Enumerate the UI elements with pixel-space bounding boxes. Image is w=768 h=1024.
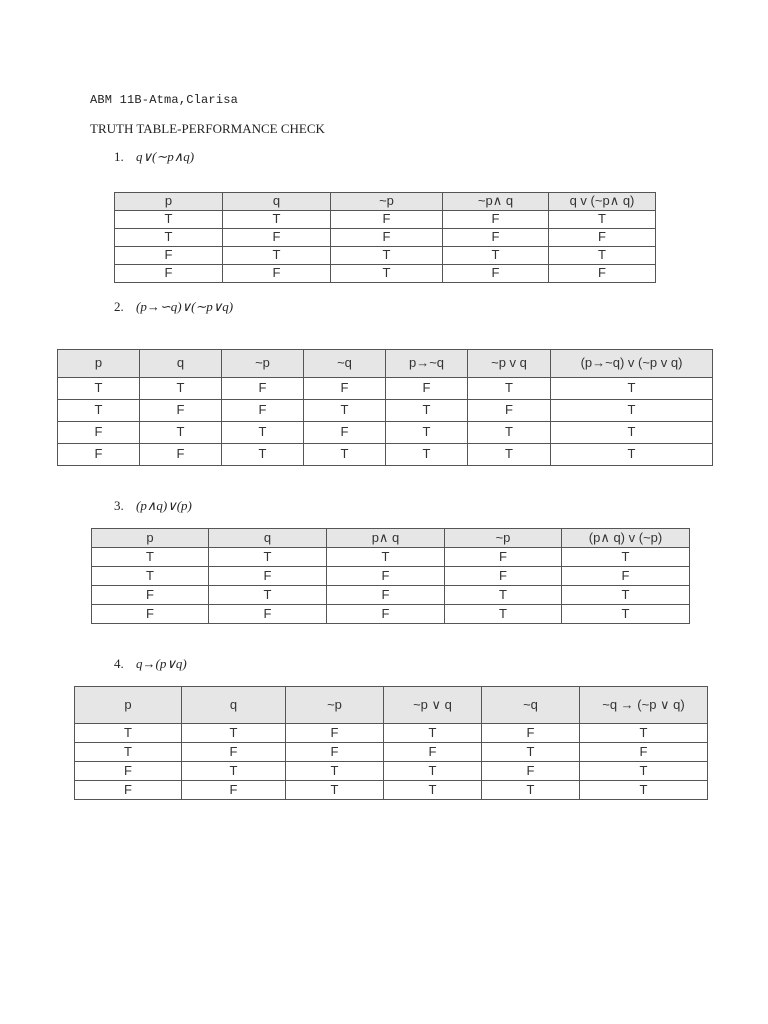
table-cell: T [384, 781, 482, 800]
table-cell: T [468, 378, 551, 400]
problem-expression: (p→∽q)∨(∼p∨q) [136, 299, 234, 314]
table-cell: T [58, 400, 140, 422]
table-cell: F [75, 762, 182, 781]
table-row [58, 444, 713, 466]
table-cell: F [58, 444, 140, 466]
table-cell: T [551, 400, 713, 422]
table-cell: T [562, 548, 690, 567]
table-cell: F [286, 724, 384, 743]
column-header: ~p [445, 529, 562, 548]
table-cell: T [482, 781, 580, 800]
table-cell: T [468, 422, 551, 444]
table-row [58, 400, 713, 422]
table-row [75, 762, 708, 781]
table-cell: F [443, 265, 549, 283]
table-cell: T [482, 743, 580, 762]
column-header: (p→~q) v (~p v q) [551, 350, 713, 378]
table-cell: F [327, 586, 445, 605]
table-row [92, 548, 690, 567]
table-cell: F [468, 400, 551, 422]
table-cell: F [115, 247, 223, 265]
table-cell: T [222, 444, 304, 466]
table-header-row [58, 350, 713, 378]
column-header: ~p [286, 687, 384, 724]
table-cell: T [286, 781, 384, 800]
column-header: q v (~p∧ q) [549, 193, 656, 211]
table-cell: T [562, 605, 690, 624]
table-cell: T [286, 762, 384, 781]
column-header: q [223, 193, 331, 211]
table-row [92, 586, 690, 605]
table-cell: F [286, 743, 384, 762]
column-header: p [58, 350, 140, 378]
table-cell: T [182, 762, 286, 781]
column-header: p [115, 193, 223, 211]
table-cell: F [182, 743, 286, 762]
table-cell: T [304, 400, 386, 422]
table-cell: T [580, 724, 708, 743]
table-cell: T [386, 422, 468, 444]
table-cell: T [551, 378, 713, 400]
table-cell: T [222, 422, 304, 444]
table-cell: T [384, 724, 482, 743]
table-row [92, 605, 690, 624]
table-cell: T [445, 605, 562, 624]
table-cell: F [549, 265, 656, 283]
column-header: ~p [222, 350, 304, 378]
table-cell: T [551, 422, 713, 444]
table-cell: F [443, 211, 549, 229]
table-cell: F [140, 444, 222, 466]
problem-number: 2. [114, 299, 124, 314]
table-cell: F [222, 400, 304, 422]
column-header: p [92, 529, 209, 548]
table-cell: F [482, 762, 580, 781]
table-cell: F [304, 422, 386, 444]
table-row [75, 724, 708, 743]
table-cell: T [115, 211, 223, 229]
table-cell: T [549, 211, 656, 229]
table-cell: T [92, 567, 209, 586]
column-header: p [75, 687, 182, 724]
table-cell: T [58, 378, 140, 400]
truth-table-1 [114, 192, 656, 283]
table-cell: F [327, 567, 445, 586]
problem-4-heading [114, 656, 187, 672]
table-cell: F [331, 229, 443, 247]
column-header: ~p v q [468, 350, 551, 378]
table-cell: F [75, 781, 182, 800]
problem-3-heading [114, 498, 192, 514]
table-header-row [115, 193, 656, 211]
table-cell: T [386, 400, 468, 422]
truth-table-4 [74, 686, 708, 800]
table-cell: F [92, 605, 209, 624]
table-cell: T [331, 247, 443, 265]
table-cell: T [580, 781, 708, 800]
table-cell: T [140, 378, 222, 400]
table-cell: F [549, 229, 656, 247]
table-cell: T [580, 762, 708, 781]
table-row [58, 422, 713, 444]
problem-expression: q∨(∼p∧q) [136, 149, 195, 164]
table-cell: T [223, 247, 331, 265]
table-row [115, 265, 656, 283]
table-cell: T [386, 444, 468, 466]
table-cell: T [92, 548, 209, 567]
table-cell: T [327, 548, 445, 567]
table-cell: T [562, 586, 690, 605]
table-cell: F [92, 586, 209, 605]
table-cell: T [549, 247, 656, 265]
table-header-row [75, 687, 708, 724]
table-cell: F [209, 605, 327, 624]
table-cell: T [223, 211, 331, 229]
table-cell: F [445, 567, 562, 586]
problem-1-heading [114, 149, 194, 165]
table-cell: F [223, 265, 331, 283]
column-header: p→~q [386, 350, 468, 378]
table-cell: F [222, 378, 304, 400]
table-cell: F [58, 422, 140, 444]
column-header: q [182, 687, 286, 724]
table-row [75, 781, 708, 800]
column-header: p∧ q [327, 529, 445, 548]
table-cell: F [182, 781, 286, 800]
table-cell: F [140, 400, 222, 422]
table-cell: T [209, 548, 327, 567]
column-header: ~p ∨ q [384, 687, 482, 724]
table-cell: F [304, 378, 386, 400]
table-cell: T [468, 444, 551, 466]
table-cell: T [443, 247, 549, 265]
table-cell: T [384, 762, 482, 781]
table-cell: T [551, 444, 713, 466]
table-row [92, 567, 690, 586]
table-cell: F [384, 743, 482, 762]
table-cell: F [223, 229, 331, 247]
column-header: q [140, 350, 222, 378]
column-header: ~q → (~p ∨ q) [580, 687, 708, 724]
column-header: (p∧ q) v (~p) [562, 529, 690, 548]
table-row [115, 247, 656, 265]
student-name-line: ABM 11B-Atma,Clarisa [90, 93, 239, 107]
table-cell: F [209, 567, 327, 586]
column-header: ~p∧ q [443, 193, 549, 211]
problem-expression: q→(p∨q) [136, 656, 187, 671]
table-cell: T [75, 743, 182, 762]
column-header: ~q [304, 350, 386, 378]
table-cell: T [75, 724, 182, 743]
problem-number: 1. [114, 149, 124, 164]
table-row [75, 743, 708, 762]
table-row [115, 229, 656, 247]
table-cell: F [562, 567, 690, 586]
problem-expression: (p∧q)∨(p) [136, 498, 192, 513]
table-cell: F [327, 605, 445, 624]
table-cell: T [331, 265, 443, 283]
column-header: ~q [482, 687, 580, 724]
table-cell: T [182, 724, 286, 743]
table-cell: F [482, 724, 580, 743]
table-cell: T [115, 229, 223, 247]
truth-table-2 [57, 349, 713, 466]
column-header: q [209, 529, 327, 548]
truth-table-3 [91, 528, 690, 624]
problem-number: 4. [114, 656, 124, 671]
problem-number: 3. [114, 498, 124, 513]
table-cell: F [386, 378, 468, 400]
table-cell: F [445, 548, 562, 567]
table-header-row [92, 529, 690, 548]
table-cell: T [445, 586, 562, 605]
table-cell: F [580, 743, 708, 762]
document-title: TRUTH TABLE-PERFORMANCE CHECK [90, 121, 325, 136]
problem-2-heading [114, 299, 233, 315]
table-cell: F [443, 229, 549, 247]
table-row [58, 378, 713, 400]
table-cell: F [115, 265, 223, 283]
table-cell: T [304, 444, 386, 466]
table-row [115, 211, 656, 229]
column-header: ~p [331, 193, 443, 211]
table-cell: T [140, 422, 222, 444]
table-cell: T [209, 586, 327, 605]
table-cell: F [331, 211, 443, 229]
